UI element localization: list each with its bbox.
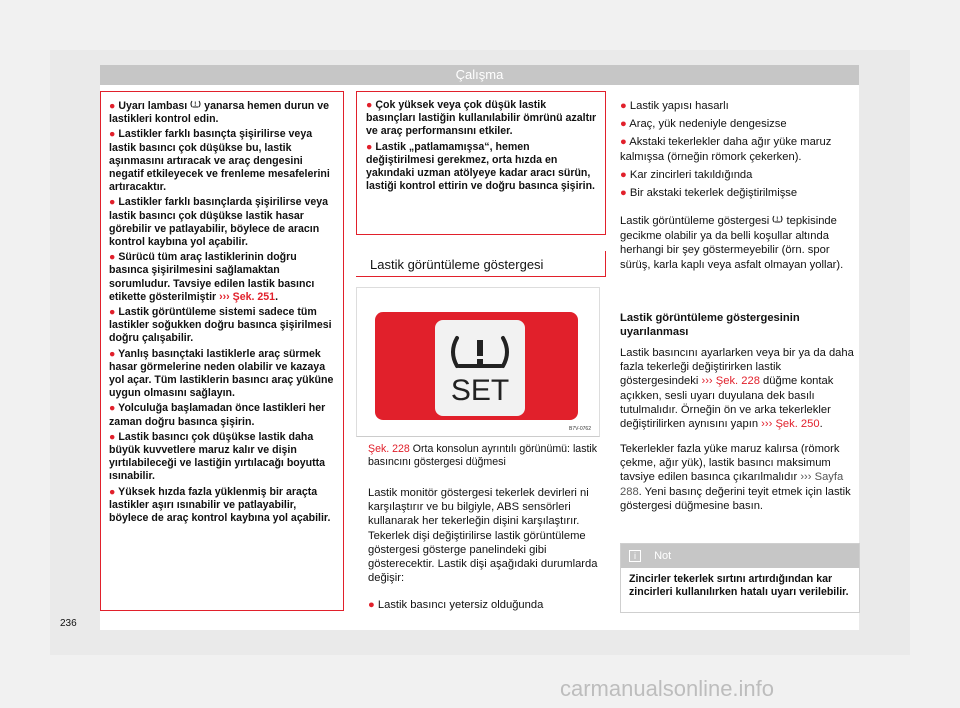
bullet-icon: ● <box>620 187 630 200</box>
paragraph-text: Tekerlekler fazla yüke maruz kalırsa (römork çekme, ağır yük), lastik basıncı maksimum tavsiye edilen basınca çıkarılmalıdır <box>620 443 840 484</box>
list-item <box>620 135 860 163</box>
warning-text: Çok yüksek veya çok düşük lastik basınçları lastiğin kullanılabilir ömrünü azaltır ve araç performansını etkiler. <box>366 99 597 138</box>
caption-text: Orta konsolun ayrıntılı görünümü: lastik basıncını göstergesi düğmesi <box>368 443 598 469</box>
paragraph-text: düğme kontak açıkken, sesli uyarı duyulana dek basılı tutulmalıdır. Örneğin ön ve arka tekerlekler değiştirilirken aynısını yapın <box>620 375 834 431</box>
svg-text:!: ! <box>776 217 779 223</box>
warning-text: Lastikler farklı basınçta şişirilirse veya lastik basıncı çok düşükse bu, lastik aşınmasını artıracak ve araç dengesini negatif etkileyecek ve frenleme mesafelerini artıracaktır. <box>109 128 330 194</box>
warning-text: yanarsa hemen durun ve lastikleri kontrol edin. <box>109 100 329 126</box>
warning-item <box>109 431 335 484</box>
paragraph-text: . Yeni basınç değerini teyit etmek için lastik göstergesi düğmesine basın. <box>620 485 851 512</box>
bullet-icon: ● <box>109 196 116 209</box>
bullet-text: Lastik basıncı yetersiz olduğunda <box>377 599 544 611</box>
warning-item <box>109 306 335 346</box>
bullet-icon: ● <box>366 99 373 111</box>
col3-paragraph-2 <box>620 346 860 431</box>
figure-link[interactable]: ››› Şek. 250 <box>761 418 820 431</box>
bullet-icon: ● <box>368 599 375 611</box>
warning-text: Lastikler farklı basınçlarda şişirilirse veya lastik basıncı çok düşükse lastik hasar görebilir ve patlayabilir, böylece de aracın kontrol kaybına yol açabilir. <box>109 196 329 249</box>
col3-paragraph-3 <box>620 442 860 513</box>
warning-text: Yüksek hızda fazla yüklenmiş bir araçta lastikler aşırı ısınabilir ve patlayabilir, böylece de araç kontrol kaybına yol açabilir. <box>109 485 331 525</box>
list-item <box>620 186 860 200</box>
info-icon: i <box>629 550 641 562</box>
col3-bullet-list <box>620 99 860 200</box>
paragraph-text: Lastik görüntüleme göstergesi <box>620 215 770 227</box>
caption-label: Şek. 228 <box>368 443 410 455</box>
svg-text:!: ! <box>194 102 197 108</box>
warning-text: Sürücü tüm araç lastiklerinin doğru basınca şişirilmesini sağlamaktan sorumludur. Tavsiye edilen lastik basıncı etikette gösterilmiştir <box>109 251 315 303</box>
bullet-icon: ● <box>109 347 116 360</box>
warning-item <box>109 128 335 194</box>
bullet-icon: ● <box>109 430 116 443</box>
warning-text: Lastik basıncı çok düşükse lastik daha büyük kuvvetlere maruz kalır ve dişin yırtılabileceği ve lastiğin yırtılacağı boyutta ısınabilir. <box>109 430 326 483</box>
warning-item <box>366 141 597 194</box>
tire-pressure-icon <box>190 99 201 113</box>
bullet-icon: ● <box>620 100 630 112</box>
col3-paragraph-1 <box>620 214 860 272</box>
bullet-icon: ● <box>620 118 630 131</box>
bullet-text: Kar zincirleri takıldığında <box>629 168 753 181</box>
figure-code: B7V-0762 <box>569 426 591 432</box>
note-box <box>620 543 860 613</box>
note-header <box>621 544 859 568</box>
list-item <box>620 99 860 113</box>
warning-item <box>109 196 335 249</box>
col3-subheading: Lastik görüntüleme göstergesinin uyarılanması <box>620 312 800 339</box>
note-title: Not <box>654 550 672 562</box>
warning-text: Uyarı lambası <box>118 100 188 112</box>
warning-text: Yolculuğa başlamadan önce lastikleri her zaman doğru basınca şişirin. <box>109 402 326 428</box>
warning-item <box>109 251 335 304</box>
bullet-text: Bir akstaki tekerlek değiştirilmişse <box>629 187 798 200</box>
bullet-icon: ● <box>620 136 630 149</box>
bullet-text: Akstaki tekerlekler daha ağır yüke maruz kalmışsa (örneğin römork çekerken). <box>620 136 832 163</box>
bullet-icon: ● <box>109 128 116 141</box>
bullet-icon: ● <box>366 140 373 153</box>
bullet-icon: ● <box>109 306 116 319</box>
list-item <box>620 168 860 182</box>
bullet-text: Araç, yük nedeniyle dengesizse <box>629 118 787 131</box>
figure-caption <box>368 443 600 469</box>
figure-228 <box>356 287 600 437</box>
bullet-icon: ● <box>109 402 116 415</box>
page-link[interactable]: ››› Sayfa 288 <box>620 471 844 498</box>
paragraph-text: tepkisinde gecikme olabilir ya da belli koşullar altında herhangi bir şey göstermeyebilir (örn. spor sürüş, karla kaplı veya asfalt olmayan yollar). <box>620 215 844 271</box>
page-header-title: Çalışma <box>455 67 504 82</box>
tire-pressure-icon <box>772 214 783 229</box>
warning-item <box>109 348 335 401</box>
paragraph-text: . <box>819 418 823 431</box>
bullet-text: Lastik yapısı hasarlı <box>629 100 729 112</box>
bullet-icon: ● <box>109 485 116 498</box>
warning-item <box>109 402 335 428</box>
bullet-icon: ● <box>620 168 630 181</box>
warning-box-col1 <box>100 91 344 611</box>
note-text: Zincirler tekerlek sırtını artırdığından kar zincirleri kullanılırken hatalı uyarı verilebilir. <box>629 573 849 598</box>
set-label: SET <box>450 374 510 407</box>
warning-text: . <box>275 290 279 303</box>
warning-text: Lastik görüntüleme sistemi sadece tüm lastikler soğukken doğru basınca şişirilmesi doğru çalışabilir. <box>109 306 332 345</box>
warning-item <box>109 99 335 126</box>
page-number: 236 <box>60 618 77 629</box>
col2-body-text: Lastik monitör göstergesi tekerlek devirleri ni karşılaştırır ve bu bilgiyle, ABS sensörleri kullanarak her tekerleğin dişini karşılaştırır. Tekerlek dişi değiştirilirse lastik görüntüleme göstergesi gösterge panelindeki gibi gösterecektir. Lastik dişi aşağıdaki durumlarda değişir: <box>368 487 598 585</box>
tire-monitor-set-button <box>435 320 525 416</box>
paragraph-text: Lastik basıncını ayarlarken veya bir ya da daha fazla tekerleği değiştirirken lastik göstergesindeki <box>620 347 854 388</box>
warning-item <box>109 486 335 526</box>
watermark: carmanualsonline.info <box>560 676 775 701</box>
bullet-icon: ● <box>109 100 116 112</box>
figure-link[interactable]: ››› Şek. 228 <box>701 375 760 388</box>
warning-text: Yanlış basınçtaki lastiklerle araç sürmek hasar görmelerine neden olabilir ve kazaya yol açar. Tüm lastiklerin basıncı araç yüküne uygun olmasını sağlayın. <box>109 347 334 400</box>
list-item <box>620 117 860 131</box>
bullet-icon: ● <box>109 251 116 264</box>
warning-item <box>366 99 597 139</box>
figure-link[interactable]: ››› Şek. 251 <box>219 290 276 303</box>
warning-box-col2 <box>356 91 606 235</box>
warning-text: Lastik „patlamamışsa“, hemen değiştirilmesi gerekmez, orta hızda en yakındaki uzman atölyeye kadar aracı sürün, lastiği kontrol ettirin ve doğru basınca şişirin. <box>366 140 595 193</box>
col2-bullet-item <box>368 598 600 612</box>
section-title: Lastik görüntüleme göstergesi <box>356 251 606 277</box>
